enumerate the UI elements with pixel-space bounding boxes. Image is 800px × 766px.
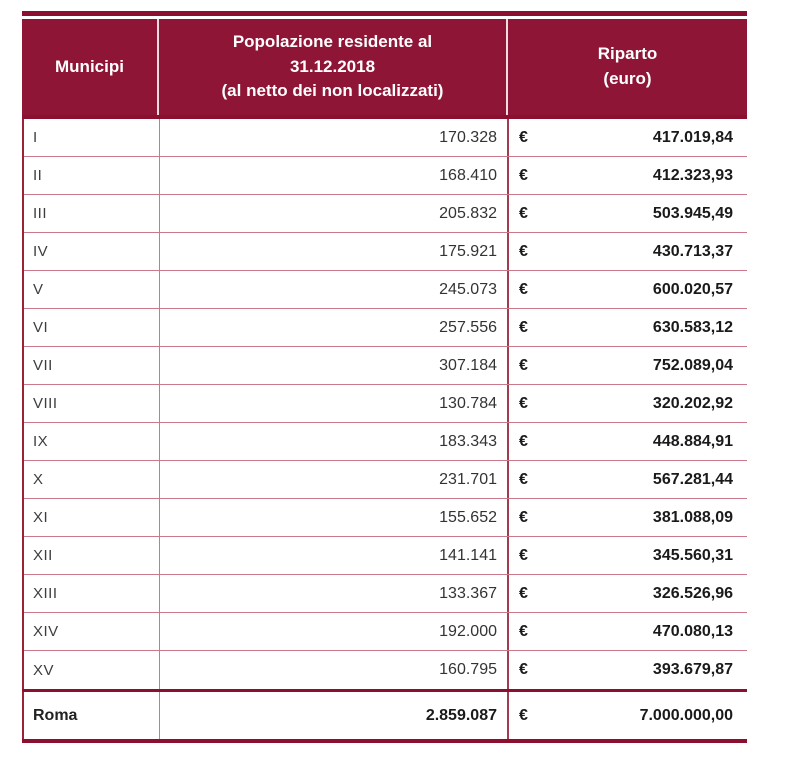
popolazione-cell: 168.410 xyxy=(160,157,509,194)
municipio-cell: III xyxy=(24,195,160,232)
riparto-cell xyxy=(509,575,747,612)
table-row-municipio-vii xyxy=(24,347,747,385)
header-popolazione-line1: Popolazione residente al xyxy=(232,32,433,52)
table-row-municipio-vi xyxy=(24,309,747,347)
municipio-cell: XI xyxy=(24,499,160,536)
table-header-row xyxy=(22,19,747,115)
riparto-cell xyxy=(509,613,747,650)
popolazione-cell: 205.832 xyxy=(160,195,509,232)
riparto-cell xyxy=(509,233,747,270)
riparto-table xyxy=(22,11,747,743)
table-body xyxy=(22,119,747,689)
table-row-municipio-xii xyxy=(24,537,747,575)
municipio-cell: I xyxy=(24,119,160,156)
table-row-total-roma xyxy=(24,692,747,739)
popolazione-cell: 133.367 xyxy=(160,575,509,612)
euro-symbol: € xyxy=(519,706,528,724)
riparto-value: 470.080,13 xyxy=(652,622,733,640)
popolazione-cell: 155.652 xyxy=(160,499,509,536)
euro-symbol: € xyxy=(519,128,528,146)
popolazione-cell: 130.784 xyxy=(160,385,509,422)
table-row-municipio-iii xyxy=(24,195,747,233)
municipio-cell: XIV xyxy=(24,613,160,650)
riparto-value: 567.281,44 xyxy=(652,470,733,488)
riparto-cell xyxy=(509,347,747,384)
euro-symbol: € xyxy=(519,204,528,222)
popolazione-cell: 257.556 xyxy=(160,309,509,346)
table-top-border xyxy=(22,11,747,16)
table-row-municipio-iv xyxy=(24,233,747,271)
euro-symbol: € xyxy=(519,470,528,488)
riparto-cell xyxy=(509,119,747,156)
table-bottom-border xyxy=(22,739,747,743)
riparto-value: 630.583,12 xyxy=(652,318,733,336)
riparto-value: 448.884,91 xyxy=(652,432,733,450)
total-row-wrap xyxy=(22,692,747,739)
riparto-cell xyxy=(509,423,747,460)
euro-symbol: € xyxy=(519,546,528,564)
euro-symbol: € xyxy=(519,508,528,526)
popolazione-cell: 245.073 xyxy=(160,271,509,308)
header-popolazione-line2: 31.12.2018 xyxy=(289,56,376,76)
municipio-cell: V xyxy=(24,271,160,308)
popolazione-cell: 160.795 xyxy=(160,651,509,689)
popolazione-cell: 192.000 xyxy=(160,613,509,650)
municipio-cell: VIII xyxy=(24,385,160,422)
euro-symbol: € xyxy=(519,242,528,260)
municipio-cell: XII xyxy=(24,537,160,574)
popolazione-cell: 170.328 xyxy=(160,119,509,156)
total-riparto-value: 7.000.000,00 xyxy=(639,706,733,724)
riparto-cell xyxy=(509,309,747,346)
table-row-municipio-xv xyxy=(24,651,747,689)
municipio-cell: X xyxy=(24,461,160,498)
popolazione-cell: 141.141 xyxy=(160,537,509,574)
header-municipi-label: Municipi xyxy=(55,56,124,76)
total-popolazione-cell: 2.859.087 xyxy=(160,692,509,739)
riparto-cell xyxy=(509,157,747,194)
municipio-cell: XV xyxy=(24,651,160,689)
riparto-value: 600.020,57 xyxy=(652,280,733,298)
euro-symbol: € xyxy=(519,432,528,450)
table-row-municipio-x xyxy=(24,461,747,499)
euro-symbol: € xyxy=(519,356,528,374)
table-row-municipio-ii xyxy=(24,157,747,195)
total-municipio-cell: Roma xyxy=(24,692,160,739)
euro-symbol: € xyxy=(519,318,528,336)
euro-symbol: € xyxy=(519,661,528,678)
riparto-value: 503.945,49 xyxy=(652,204,733,222)
riparto-cell xyxy=(509,651,747,689)
popolazione-cell: 307.184 xyxy=(160,347,509,384)
riparto-value: 381.088,09 xyxy=(652,508,733,526)
header-cell-popolazione xyxy=(159,19,508,115)
municipio-cell: II xyxy=(24,157,160,194)
riparto-value: 320.202,92 xyxy=(652,394,733,412)
municipio-cell: IV xyxy=(24,233,160,270)
riparto-value: 393.679,87 xyxy=(652,661,733,678)
euro-symbol: € xyxy=(519,280,528,298)
euro-symbol: € xyxy=(519,584,528,602)
popolazione-cell: 175.921 xyxy=(160,233,509,270)
riparto-value: 752.089,04 xyxy=(652,356,733,374)
riparto-cell xyxy=(509,195,747,232)
popolazione-cell: 231.701 xyxy=(160,461,509,498)
riparto-value: 412.323,93 xyxy=(652,166,733,184)
riparto-cell xyxy=(509,461,747,498)
riparto-value: 326.526,96 xyxy=(652,584,733,602)
riparto-cell xyxy=(509,499,747,536)
municipio-cell: XIII xyxy=(24,575,160,612)
riparto-cell xyxy=(509,385,747,422)
riparto-value: 345.560,31 xyxy=(652,546,733,564)
table-row-municipio-xiii xyxy=(24,575,747,613)
riparto-cell xyxy=(509,537,747,574)
header-cell-municipi xyxy=(22,19,159,115)
table-row-municipio-xiv xyxy=(24,613,747,651)
popolazione-cell: 183.343 xyxy=(160,423,509,460)
table-row-municipio-i xyxy=(24,119,747,157)
header-popolazione-line3: (al netto dei non localizzati) xyxy=(221,81,444,101)
municipio-cell: VI xyxy=(24,309,160,346)
euro-symbol: € xyxy=(519,622,528,640)
total-riparto-cell xyxy=(509,692,747,739)
municipio-cell: IX xyxy=(24,423,160,460)
euro-symbol: € xyxy=(519,166,528,184)
municipio-cell: VII xyxy=(24,347,160,384)
header-cell-riparto xyxy=(508,19,747,115)
table-row-municipio-xi xyxy=(24,499,747,537)
table-row-municipio-viii xyxy=(24,385,747,423)
header-riparto-line1: Riparto xyxy=(597,44,658,64)
riparto-cell xyxy=(509,271,747,308)
table-row-municipio-ix xyxy=(24,423,747,461)
euro-symbol: € xyxy=(519,394,528,412)
header-riparto-line2: (euro) xyxy=(603,69,652,88)
riparto-value: 430.713,37 xyxy=(652,242,733,260)
table-row-municipio-v xyxy=(24,271,747,309)
riparto-value: 417.019,84 xyxy=(652,128,733,146)
